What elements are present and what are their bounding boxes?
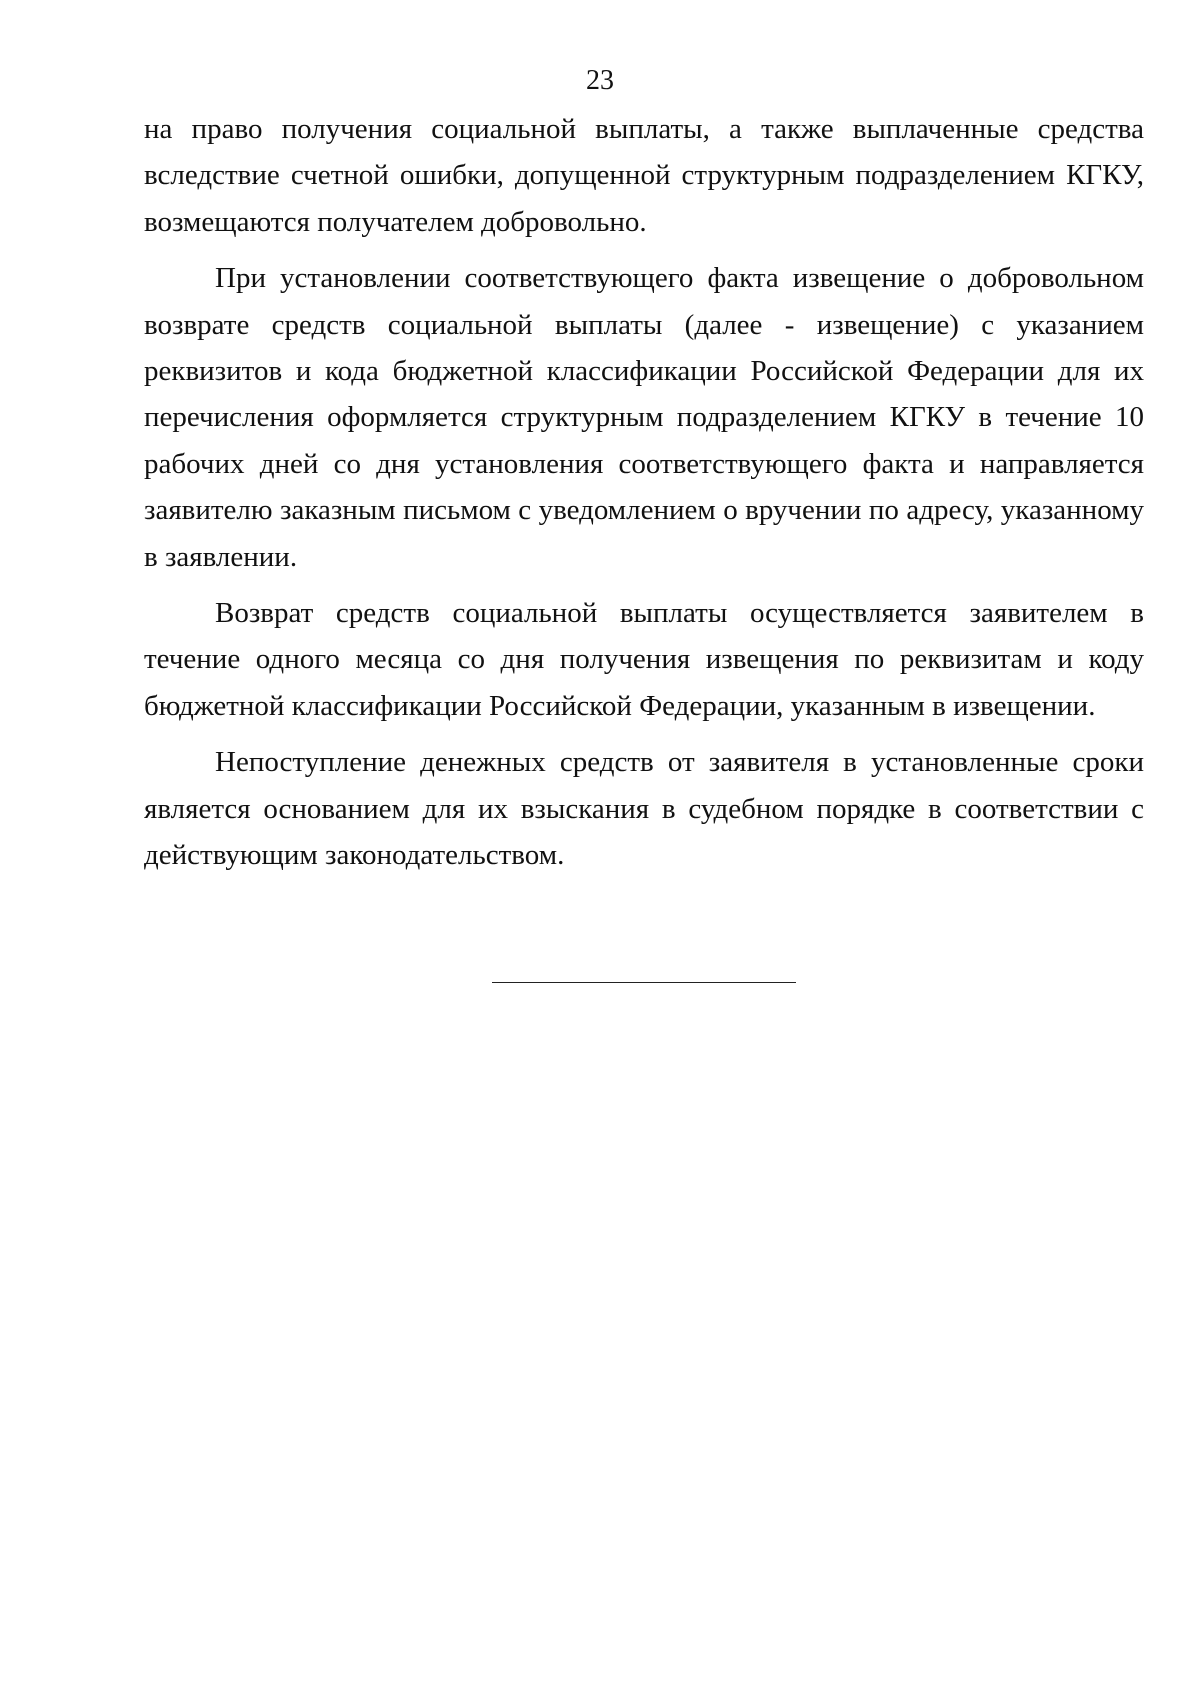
paragraph-notice-procedure: При установлении соответствующего факта извещение о добровольном возврате средств социальной выплаты (далее - извещение) с указанием реквизитов и кода бюджетной классификации Российской Федерации для их перечисления оформляется структурным подразделением КГКУ в течение 10 рабочих дней со дня установления соответствующего факта и направляется заявителю заказным письмом с уведомлением о вручении по адресу, указанному в заявлении. <box>144 262 1144 573</box>
page-number: 23 <box>586 65 614 96</box>
end-of-document-divider <box>492 982 796 983</box>
document-body <box>144 106 1144 879</box>
paragraph-refund-term: Возврат средств социальной выплаты осуществляется заявителем в течение одного месяца со дня получения извещения по реквизитам и коду бюджетной классификации Российской Федерации, указанным в извещении. <box>144 597 1144 722</box>
paragraph-court-recovery: Непоступление денежных средств от заявителя в установленные сроки является основанием для их взыскания в судебном порядке в соответствии с действующим законодательством. <box>144 746 1144 872</box>
paragraph-continuation: на право получения социальной выплаты, а также выплаченные средства вследствие счетной ошибки, допущенной структурным подразделением КГКУ, возмещаются получателем добровольно. <box>144 113 1144 238</box>
